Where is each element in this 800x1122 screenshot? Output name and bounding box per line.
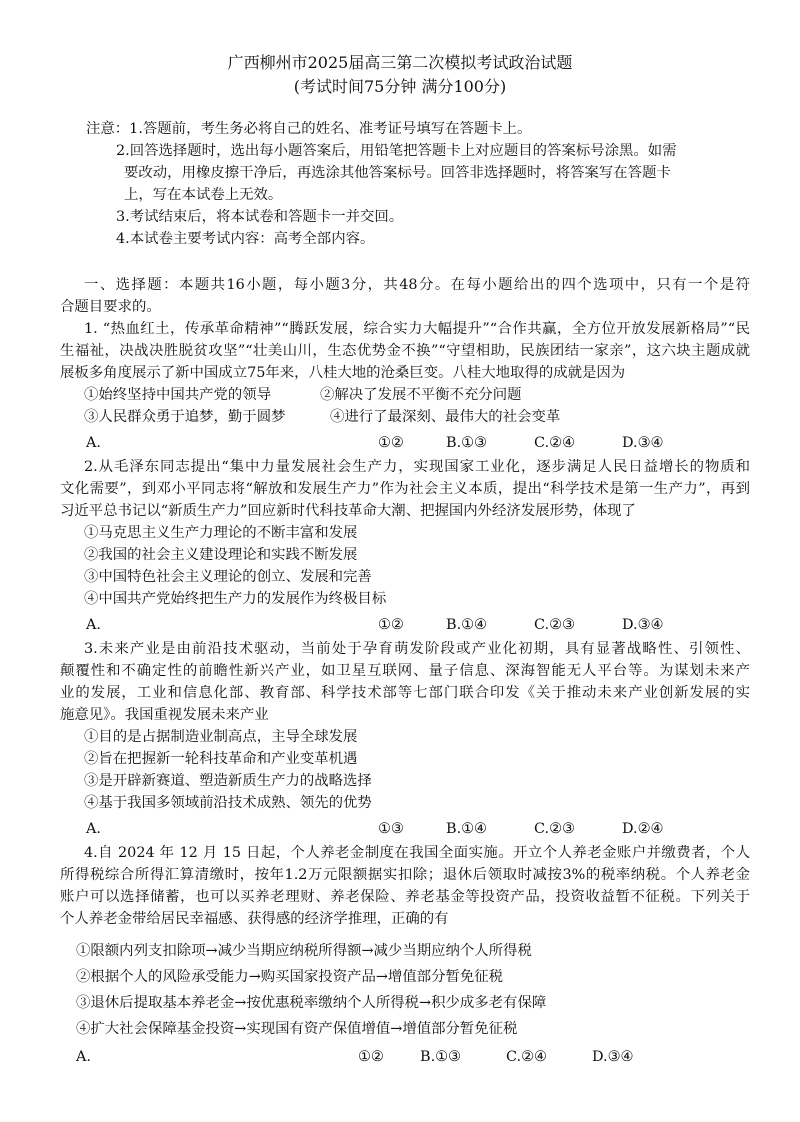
q1-item-2: ②解决了发展不平衡不充分问题 — [320, 387, 522, 403]
q1-choice-d: D.③④ — [622, 435, 664, 451]
q3-item-3: ③是开辟新赛道、塑造新质生产力的战略选择 — [84, 773, 372, 789]
note-line-3: 要改动，用橡皮擦干净后，再选涂其他答案标号。回答非选择题时，将答案写在答题卡 — [124, 165, 671, 181]
q4-choice-a: A. — [76, 1049, 91, 1065]
q2-item-1: ①马克思主义生产力理论的不断丰富和发展 — [84, 525, 358, 541]
q2-item-4: ④中国共产党始终把生产力的发展作为终极目标 — [84, 591, 387, 607]
q1-item-4: ④进行了最深刻、最伟大的社会变革 — [330, 409, 561, 425]
q1-choice-a-value: ①② — [378, 435, 404, 451]
q1-stem-1: 1. “热血红土，传承革命精神”“腾跃发展，综合实力大幅提升”“合作共赢，全方位开放发展新格局”“民 — [84, 321, 750, 337]
q1-stem-3: 展板多角度展示了新中国成立75年来，八桂大地的沧桑巨变。八桂大地取得的成就是因为 — [60, 365, 626, 381]
q1-item-3: ③人民群众勇于追梦，勤于圆梦 — [84, 409, 286, 425]
q4-choice-c: C.②④ — [506, 1049, 547, 1065]
q4-item-2: ②根据个人的风险承受能力→购买国家投资产品→增值部分暂免征税 — [76, 969, 504, 985]
note-line-4: 上，写在本试卷上无效。 — [124, 187, 283, 203]
q2-choice-a: A. — [86, 617, 101, 633]
q3-stem-4: 施意见》。我国重视发展未来产业 — [60, 707, 269, 723]
q2-stem-1: 2.从毛泽东同志提出“集中力量发展社会生产力，实现国家工业化，逐步满足人民日益增长的物质和 — [84, 459, 750, 475]
q1-item-1: ①始终坚持中国共产党的领导 — [84, 387, 272, 403]
q3-item-1: ①目的是占据制造业制高点，主导全球发展 — [84, 729, 358, 745]
q4-choice-d: D.③④ — [592, 1049, 634, 1065]
q2-choice-b: B.①④ — [446, 617, 487, 633]
note-line-6: 4.本试卷主要考试内容：高考全部内容。 — [116, 231, 375, 247]
q3-stem-3: 业的发展，工业和信息化部、教育部、科学技术部等七部门联合印发《关于推动未来产业创新发展的实 — [60, 685, 750, 701]
q2-choice-a-value: ①② — [378, 617, 404, 633]
q2-item-2: ②我国的社会主义建设理论和实践不断发展 — [84, 547, 358, 563]
note-line-1: 注意：1.答题前，考生务必将自己的姓名、准考证号填写在答题卡上。 — [86, 121, 532, 137]
q3-choice-a-value: ①③ — [378, 821, 404, 837]
q3-stem-1: 3.未来产业是由前沿技术驱动，当前处于孕育萌发阶段或产业化初期，具有显著战略性、引领性、 — [84, 641, 750, 657]
q2-choice-c: C.②③ — [534, 617, 575, 633]
note-line-5: 3.考试结束后，将本试卷和答题卡一并交回。 — [116, 209, 404, 225]
q3-stem-2: 颠覆性和不确定性的前瞻性新兴产业，如卫星互联网、量子信息、深海智能无人平台等。为谋划未来产 — [60, 663, 750, 679]
q4-item-4: ④扩大社会保障基金投资→实现国有资产保值增值→增值部分暂免征税 — [76, 1021, 518, 1037]
q3-choice-a: A. — [86, 821, 101, 837]
q3-item-2: ②旨在把握新一轮科技革命和产业变革机遇 — [84, 751, 358, 767]
q1-choice-a: A. — [86, 435, 101, 451]
section-heading: 一、选择题：本题共16小题，每小题3分，共48分。在每小题给出的四个选项中，只有一个是符 — [84, 277, 750, 293]
q2-stem-3: 习近平总书记以“新质生产力”回应新时代科技革命大潮、把握国内外经济发展形势，体现了 — [60, 503, 636, 519]
q1-choice-c: C.②④ — [534, 435, 575, 451]
section-heading-cont: 合题目要求的。 — [60, 299, 161, 315]
q2-item-3: ③中国特色社会主义理论的创立、发展和完善 — [84, 569, 372, 585]
q4-stem-4: 个人养老金带给居民幸福感、获得感的经济学推理，正确的有 — [60, 911, 449, 927]
q4-choice-b: B.①③ — [420, 1049, 461, 1065]
page-title: 广西柳州市2025届高三第二次模拟考试政治试题 — [227, 53, 573, 72]
note-line-2: 2.回答选择题时，选出每小题答案后，用铅笔把答题卡上对应题目的答案标号涂黑。如需 — [116, 143, 677, 159]
q1-stem-2: 生福祉，决战决胜脱贫攻坚”“壮美山川，生态优势金不换”“守望相助，民族团结一家亲”，这六块主题成就 — [60, 343, 750, 359]
q2-stem-2: 文化需要”，到邓小平同志将“解放和发展生产力”作为社会主义本质，提出“科学技术是第一生产力”，再到 — [60, 481, 750, 497]
q3-choice-c: C.②③ — [534, 821, 575, 837]
q2-choice-d: D.③④ — [622, 617, 664, 633]
page-subtitle: (考试时间75分钟 满分100分) — [293, 77, 507, 96]
q4-item-3: ③退休后提取基本养老金→按优惠税率缴纳个人所得税→积少成多老有保障 — [76, 995, 547, 1011]
q4-stem-3: 账户可以选择储蓄，也可以买养老理财、养老保险、养老基金等投资产品，投资收益暂不征税。下列关于 — [60, 889, 750, 905]
q3-choice-d: D.②④ — [622, 821, 664, 837]
q3-choice-b: B.①④ — [446, 821, 487, 837]
q4-choice-a-value: ①② — [358, 1049, 384, 1065]
q4-stem-2: 所得税综合所得汇算清缴时，按年1.2万元限额据实扣除；退休后领取时减按3%的税率纳税。个人养老金 — [60, 867, 750, 883]
q1-choice-b: B.①③ — [446, 435, 487, 451]
q4-stem-1: 4.自 2024 年 12 月 15 日起，个人养老金制度在我国全面实施。开立个人养老金账户并缴费者，个人 — [84, 845, 750, 861]
q4-item-1: ①限额内列支扣除项→减少当期应纳税所得额→减少当期应纳个人所得税 — [76, 943, 532, 959]
q3-item-4: ④基于我国多领域前沿技术成熟、领先的优势 — [84, 795, 372, 811]
